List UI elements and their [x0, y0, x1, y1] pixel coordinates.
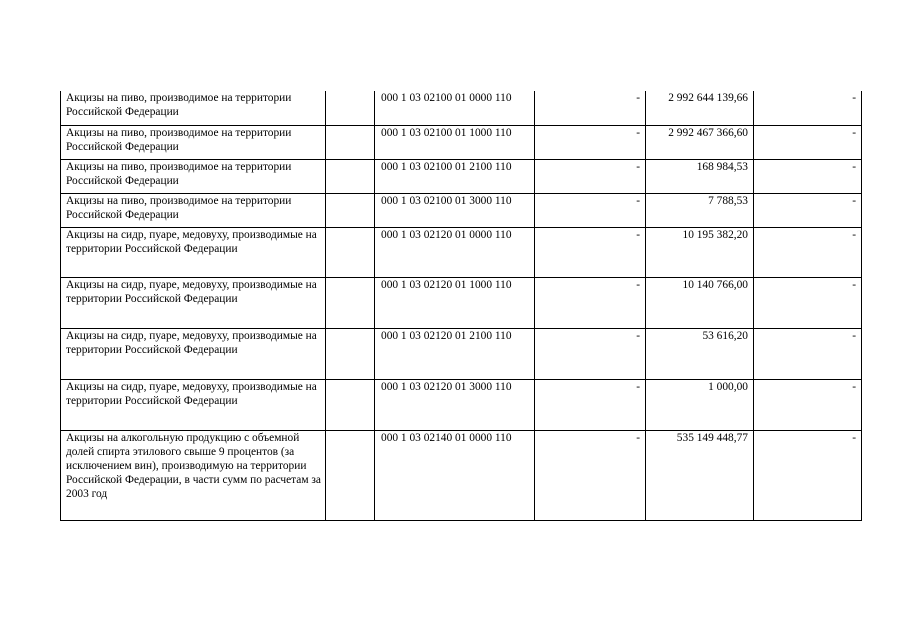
revenue-name-cell: Акцизы на пиво, производимое на территории Российской Федерации [61, 91, 326, 125]
percent-value-cell: - [754, 159, 862, 193]
table-row [61, 125, 862, 159]
fact-value-cell: 10 195 382,20 [646, 227, 754, 277]
revenue-name-cell: Акцизы на сидр, пуаре, медовуху, производимые на территории Российской Федерации [61, 379, 326, 430]
budget-code-cell: 000 1 03 02100 01 2100 110 [375, 159, 535, 193]
revenue-name-cell: Акцизы на пиво, производимое на территории Российской Федерации [61, 193, 326, 227]
empty-cell [326, 430, 375, 520]
table-row [61, 328, 862, 379]
empty-cell [326, 193, 375, 227]
table-row [61, 159, 862, 193]
budget-code-cell: 000 1 03 02140 01 0000 110 [375, 430, 535, 520]
plan-value-cell: - [535, 193, 646, 227]
plan-value-cell: - [535, 379, 646, 430]
budget-code-cell: 000 1 03 02100 01 3000 110 [375, 193, 535, 227]
percent-value-cell: - [754, 379, 862, 430]
percent-value-cell: - [754, 328, 862, 379]
empty-cell [326, 159, 375, 193]
budget-code-cell: 000 1 03 02120 01 3000 110 [375, 379, 535, 430]
empty-cell [326, 227, 375, 277]
budget-code-cell: 000 1 03 02100 01 0000 110 [375, 91, 535, 125]
revenue-table [60, 91, 862, 521]
plan-value-cell: - [535, 277, 646, 328]
fact-value-cell: 535 149 448,77 [646, 430, 754, 520]
empty-cell [326, 328, 375, 379]
percent-value-cell: - [754, 227, 862, 277]
fact-value-cell: 7 788,53 [646, 193, 754, 227]
percent-value-cell: - [754, 193, 862, 227]
revenue-name-cell: Акцизы на сидр, пуаре, медовуху, производимые на территории Российской Федерации [61, 328, 326, 379]
plan-value-cell: - [535, 430, 646, 520]
plan-value-cell: - [535, 125, 646, 159]
table-row [61, 379, 862, 430]
plan-value-cell: - [535, 91, 646, 125]
fact-value-cell: 10 140 766,00 [646, 277, 754, 328]
percent-value-cell: - [754, 430, 862, 520]
budget-code-cell: 000 1 03 02120 01 2100 110 [375, 328, 535, 379]
empty-cell [326, 379, 375, 430]
budget-code-cell: 000 1 03 02100 01 1000 110 [375, 125, 535, 159]
fact-value-cell: 53 616,20 [646, 328, 754, 379]
percent-value-cell: - [754, 125, 862, 159]
revenue-name-cell: Акцизы на сидр, пуаре, медовуху, производимые на территории Российской Федерации [61, 227, 326, 277]
empty-cell [326, 277, 375, 328]
plan-value-cell: - [535, 227, 646, 277]
revenue-table-body [61, 91, 862, 520]
fact-value-cell: 2 992 644 139,66 [646, 91, 754, 125]
budget-code-cell: 000 1 03 02120 01 1000 110 [375, 277, 535, 328]
revenue-name-cell: Акцизы на пиво, производимое на территории Российской Федерации [61, 125, 326, 159]
percent-value-cell: - [754, 277, 862, 328]
plan-value-cell: - [535, 159, 646, 193]
table-row [61, 430, 862, 520]
table-row [61, 193, 862, 227]
empty-cell [326, 91, 375, 125]
revenue-name-cell: Акцизы на пиво, производимое на территории Российской Федерации [61, 159, 326, 193]
fact-value-cell: 1 000,00 [646, 379, 754, 430]
plan-value-cell: - [535, 328, 646, 379]
fact-value-cell: 2 992 467 366,60 [646, 125, 754, 159]
table-row [61, 277, 862, 328]
revenue-name-cell: Акцизы на алкогольную продукцию с объемной долей спирта этилового свыше 9 процентов (за исключением вин), производимую на территории Российской Федерации, в части сумм по расчетам за 2003 год [61, 430, 326, 520]
table-row [61, 227, 862, 277]
budget-code-cell: 000 1 03 02120 01 0000 110 [375, 227, 535, 277]
fact-value-cell: 168 984,53 [646, 159, 754, 193]
revenue-name-cell: Акцизы на сидр, пуаре, медовуху, производимые на территории Российской Федерации [61, 277, 326, 328]
percent-value-cell: - [754, 91, 862, 125]
empty-cell [326, 125, 375, 159]
table-row [61, 91, 862, 125]
